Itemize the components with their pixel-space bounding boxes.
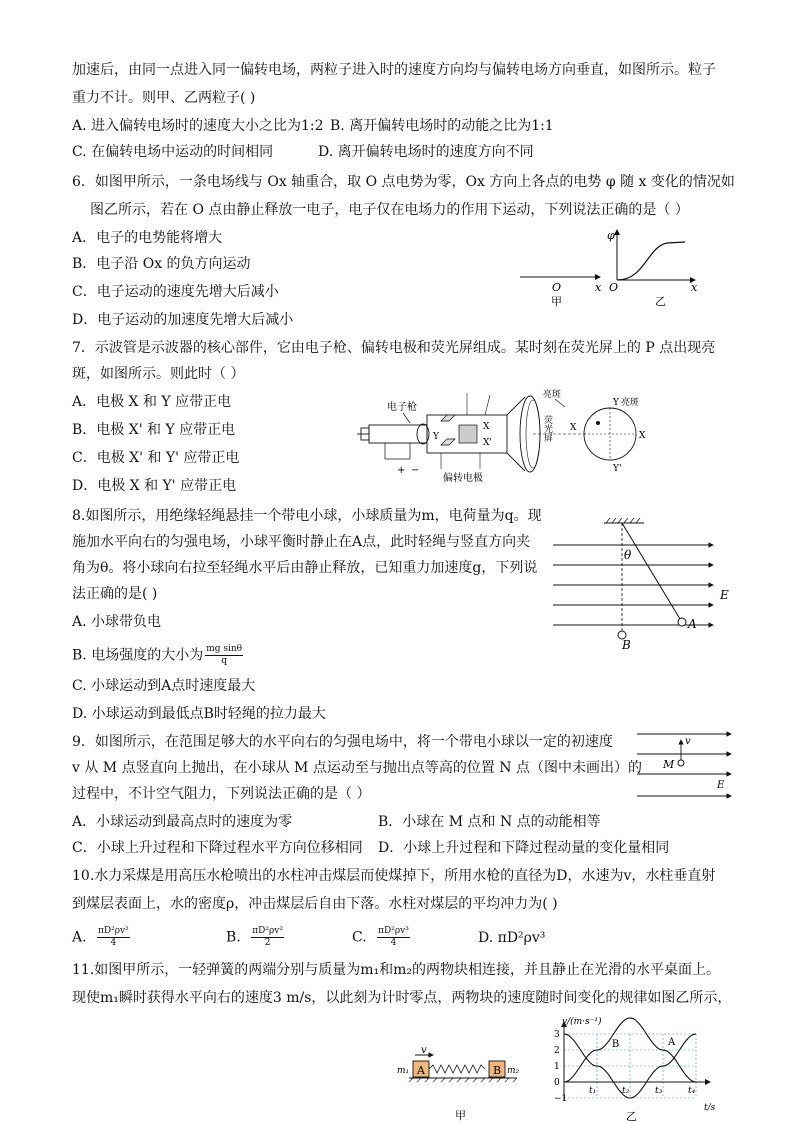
q7-x-plates [459, 425, 477, 443]
q8-option-b [72, 644, 243, 667]
q9-option-a: A．小球运动到最高点时的速度为零 [72, 814, 293, 830]
q8-pendulum-figure [548, 515, 738, 650]
q7-spot-pointer [555, 399, 565, 407]
q9-option-b: B．小球在 M 点和 N 点的动能相等 [378, 814, 601, 830]
q6-option-d: D．电子运动的加速度先增大后减小 [72, 312, 294, 328]
q8-line2: 施加水平向右的匀强电场，小球平衡时静止在A点，此时轻绳与竖直方向夹 [72, 534, 531, 550]
chart-series-label-B: B [611, 1038, 620, 1050]
q7-lead-top2 [485, 395, 490, 415]
q7-oscilloscope-figure [355, 385, 655, 485]
q7-spot-label-left: 亮斑 [543, 390, 562, 400]
q9-e-label: E [717, 780, 725, 791]
q11-m2-label: m₂ [507, 1066, 520, 1076]
q11-velocity-time-chart [530, 1012, 730, 1123]
chart-y-tick-label: 3 [554, 1030, 560, 1040]
q6-x2-label: x [691, 281, 698, 294]
q10-line2: 到煤层表面上，水的密度ρ，冲击煤层后自由下落。水柱对煤层的平均冲力为( ) [72, 896, 558, 912]
q6-option-b: B．电子沿 Ox 的负方向运动 [72, 256, 251, 272]
q10-option-d: D. πD²ρv³ [478, 930, 546, 946]
q10-option-b [226, 926, 284, 949]
q8-e-label: E [720, 588, 729, 602]
q9-option-c: C．小球上升过程和下降过程水平方向位移相同 [72, 840, 363, 856]
chart-jia-yi-label: 乙 [626, 1110, 637, 1123]
q7-line2: 斑，如图所示。则此时（ ） [72, 366, 245, 382]
chart-y-axis-label: v/(m·s⁻¹) [562, 1017, 602, 1027]
q10-b-denominator: 2 [264, 938, 271, 948]
q7-gun-label: 电子枪 [387, 402, 417, 413]
q7-option-d: D．电极 X 和 Y' 应带正电 [72, 478, 237, 494]
q7-option-b: B．电极 X' 和 Y 应带正电 [72, 422, 236, 438]
q5-option-a: A. 进入偏转电场时的速度大小之比为1:2 [72, 118, 324, 134]
q6-line1: 6．如图甲所示，一条电场线与 Ox 轴重合，取 O 点电势为零，Ox 方向上各点的电势 φ 随 x 变化的情况如 [72, 174, 735, 190]
q10-c-numerator: πD²ρv³ [378, 926, 409, 936]
q10-option-a-fraction [97, 926, 130, 949]
q11-table-hatch [409, 1078, 517, 1082]
q8-line1: 8.如图所示，用绝缘轻绳悬挂一个带电小球，小球质量为m，电荷量为q。现 [72, 508, 542, 524]
q7-screen-label: 荧光屏 [542, 415, 552, 442]
q11-block-a-label: A [417, 1064, 425, 1077]
q7-p-spot [596, 421, 600, 425]
q8-ball-a [678, 618, 686, 626]
q7-plus-sign: + [397, 465, 406, 476]
q7-line1: 7．示波管是示波器的核心部件，它由电子枪、偏转电极和荧光屏组成。某时刻在荧光屏上的 P 点出现亮 [72, 340, 716, 356]
q10-option-b-letter: B. [226, 929, 241, 946]
chart-y-tick-label: −1 [554, 1094, 568, 1104]
q7-option-c: C．电极 X' 和 Y' 应带正电 [72, 450, 240, 466]
q8-theta-label: θ [624, 548, 632, 562]
q9-m-label: M [663, 758, 675, 771]
chart-x-tick-label: t₂ [622, 1086, 630, 1096]
chart-y-tick-label: 0 [554, 1078, 560, 1088]
q9-v-label: v [685, 736, 691, 747]
chart-series-label-A: A [667, 1037, 676, 1049]
q8-option-c: C. 小球运动到A点时速度最大 [72, 678, 256, 694]
q7-minus-sign: − [411, 465, 420, 476]
q10-option-a [72, 926, 130, 949]
q9-ball [678, 760, 684, 766]
q8-option-b-fraction [205, 644, 243, 667]
q7-y-plates [441, 415, 455, 445]
q6-phi-curve [617, 242, 685, 280]
q8-option-a: A. 小球带负电 [72, 614, 162, 630]
q10-a-denominator: 4 [110, 938, 117, 948]
chart-x-axis-label: t/s [704, 1103, 716, 1113]
q9-line2: v 从 M 点竖直向上抛出，在小球从 M 点运动至与抛出点等高的位置 N 点（图中未画出）的 [72, 760, 642, 776]
q7-option-a: A．电极 X 和 Y 应带正电 [72, 394, 232, 410]
q5-option-b: B. 离开偏转电场时的动能之比为1:1 [330, 118, 554, 134]
q7-xp-label-left: X' [483, 438, 492, 448]
q7-y-front-label: Y [613, 398, 619, 408]
q9-option-d: D．小球上升过程和下降过程动量的变化量相同 [378, 840, 670, 856]
q10-option-b-fraction [251, 926, 284, 949]
q8-line3: 角为θ。将小球向右拉至轻绳水平后由静止释放，已知重力加速度g，下列说 [72, 560, 538, 576]
q6-jia-label: 甲 [551, 295, 562, 308]
q10-option-c-fraction [377, 926, 410, 949]
q10-c-denominator: 4 [390, 938, 397, 948]
q11-spring-figure [395, 1045, 530, 1123]
q7-yp-front-label: Y' [613, 464, 622, 474]
q9-line3: 过程中，不计空气阻力，下列说法正确的是（ ） [72, 786, 371, 802]
q6-origin-label: O [552, 281, 562, 294]
q11-block-b-label: B [493, 1064, 502, 1077]
q5-line1: 加速后，由同一点进入同一偏转电场，两粒子进入时的速度方向均与偏转电场方向垂直，如图所示。粒子 [72, 62, 716, 78]
q11-v-label: v [421, 1045, 427, 1056]
q7-x-front-label: X [639, 431, 646, 441]
q8-line4: 法正确的是( ) [72, 586, 158, 602]
q6-option-a: A．电子的电势能将增大 [72, 230, 223, 246]
q8-b-label: B [622, 638, 631, 652]
q10-b-numerator: πD²ρv² [252, 926, 283, 936]
q10-a-numerator: πD²ρv² [98, 926, 129, 936]
chart-x-tick-label: t₄ [688, 1086, 696, 1096]
q8-a-label: A [688, 617, 697, 631]
q5-option-d: D. 离开偏转电场时的速度方向不同 [318, 144, 534, 160]
q6-figure [515, 225, 705, 310]
q7-spot-label-right: 亮斑 [621, 398, 640, 408]
q6-yi-label: 乙 [655, 295, 666, 308]
q11-m1-label: m₁ [397, 1066, 410, 1076]
q7-y-label-left: Y [433, 432, 439, 442]
q8-ceiling-hatch [606, 518, 640, 523]
chart-y-tick-label: 2 [554, 1046, 560, 1056]
q7-screen [520, 396, 540, 472]
chart-y-tick-label: 1 [554, 1062, 560, 1072]
q6-phi-label: φ [607, 229, 615, 242]
q6-option-c: C．电子运动的速度先增大后减小 [72, 284, 279, 300]
q5-option-c: C. 在偏转电场中运动的时间相同 [72, 144, 274, 160]
q10-option-c [352, 926, 410, 949]
q7-deflect-label: 偏转电极 [443, 473, 483, 484]
q7-x-label-left: X [483, 422, 490, 432]
q9-field-figure [635, 728, 735, 804]
q10-line1: 10.水力采煤是用高压水枪喷出的水柱冲击煤层而使煤掉下，所用水枪的直径为D，水速为v，水柱垂直射 [72, 868, 716, 884]
chart-x-tick-label: t₃ [655, 1086, 663, 1096]
q10-option-c-letter: C. [352, 929, 367, 946]
q10-option-a-letter: A. [72, 929, 87, 946]
q6-line2: 图乙所示，若在 O 点由静止释放一电子，电子仅在电场力的作用下运动，下列说法正确的是（ ） [90, 202, 689, 218]
q6-x-label: x [595, 281, 602, 294]
q8-fraction-numerator: mg sinθ [206, 644, 243, 654]
q11-line2: 现使m₁瞬时获得水平向右的速度3 m/s，以此刻为计时零点，两物块的速度随时间变化的规律如图乙所示， [72, 990, 732, 1006]
q6-origin2-label: O [609, 281, 619, 294]
q8-option-d: D. 小球运动到最低点B时轻绳的拉力最大 [72, 706, 326, 722]
q8-fraction-denominator: q [221, 656, 228, 666]
q5-line2: 重力不计。则甲、乙两粒子( ) [72, 90, 256, 106]
q11-spring [429, 1065, 485, 1073]
q7-x-mid-label: X [570, 423, 577, 433]
q9-line1: 9．如图所示，在范围足够大的水平向右的匀强电场中，将一个带电小球以一定的初速度 [72, 734, 613, 750]
q8-option-b-text: B. 电场强度的大小为 [72, 647, 204, 664]
chart-x-tick-label: t₁ [589, 1086, 597, 1096]
q11-jia-label: 甲 [455, 1109, 466, 1122]
q11-line1: 11.如图甲所示，一轻弹簧的两端分别与质量为m₁和m₂的两物块相连接，并且静止在光滑的水平桌面上。 [72, 962, 721, 978]
q7-gun-pointer [403, 413, 410, 423]
